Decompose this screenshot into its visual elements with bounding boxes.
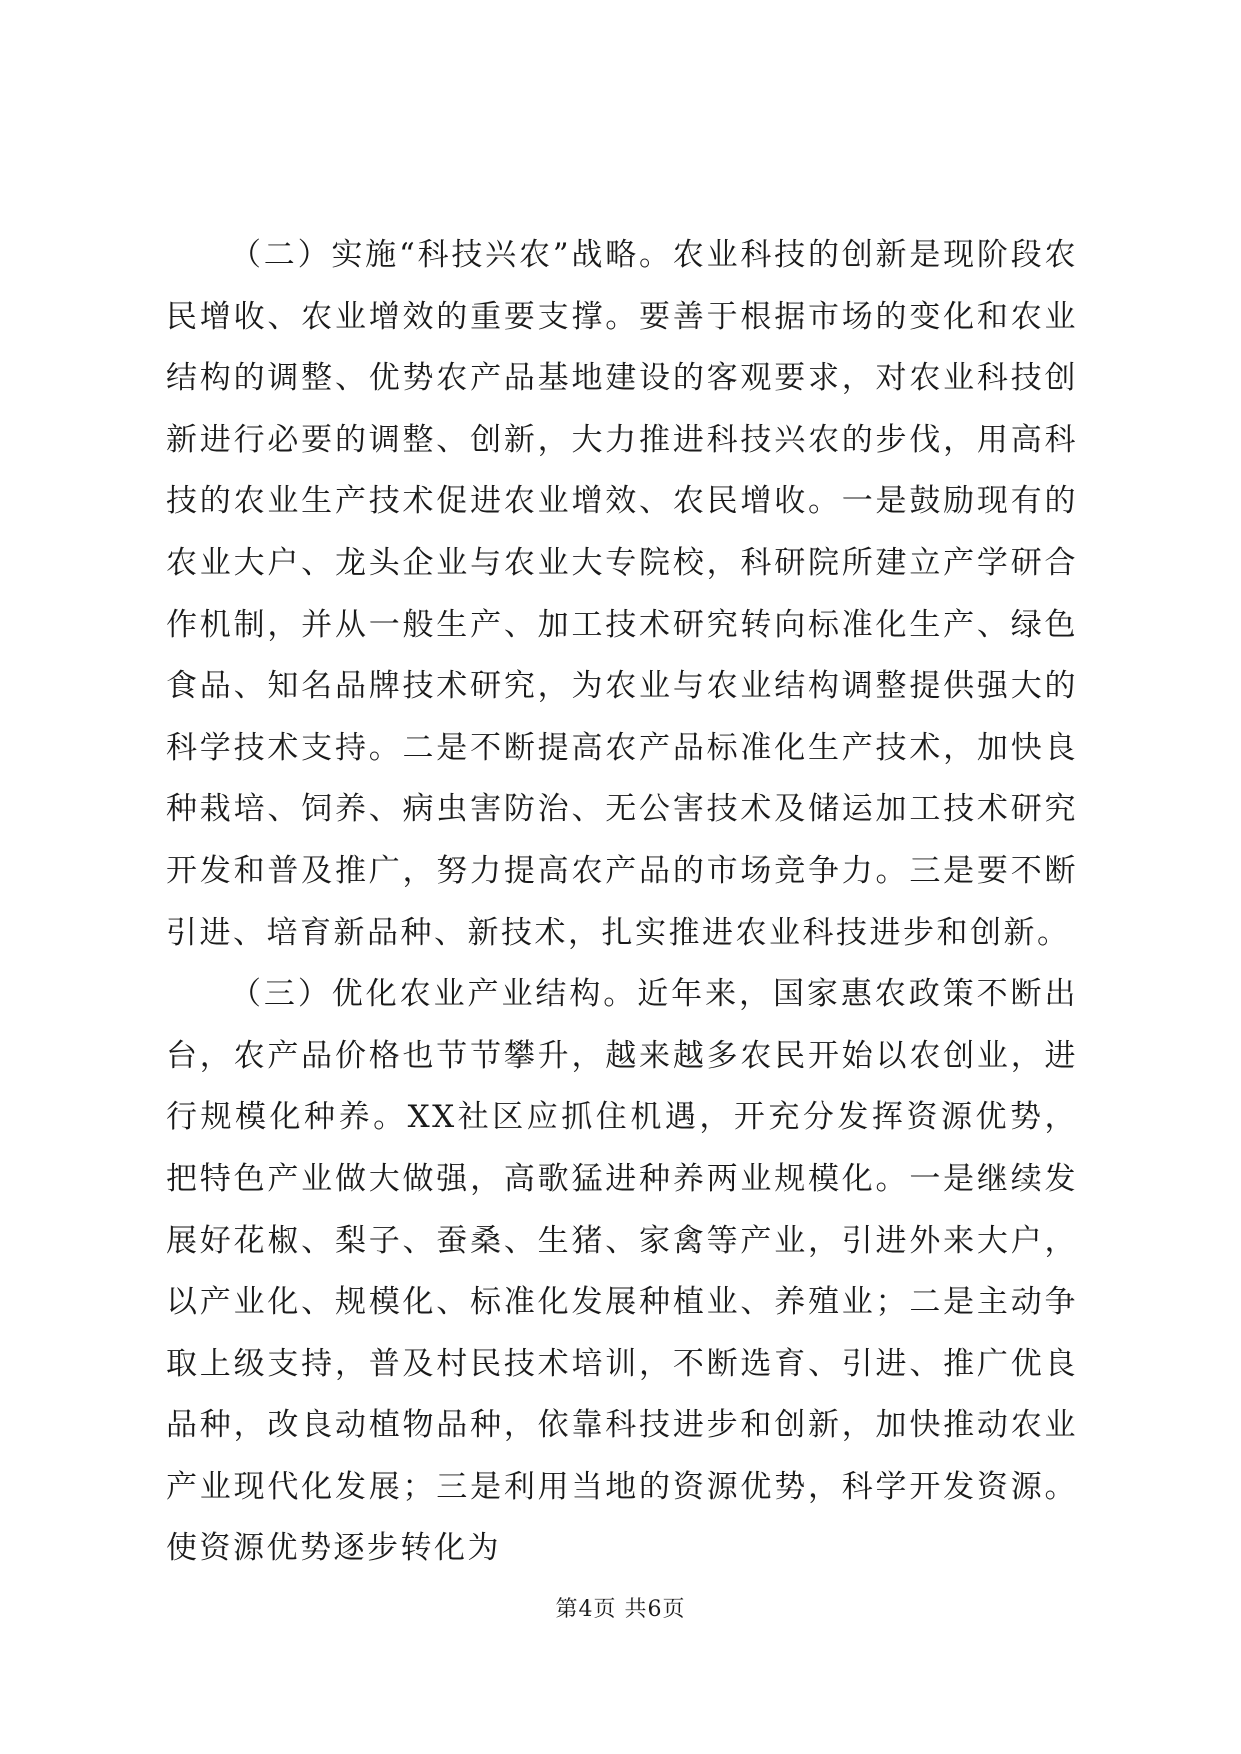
document-body: [166, 225, 1078, 1580]
page-number-footer: 第4页 共6页: [555, 1597, 686, 1622]
paragraph-industry-structure: （三）优化农业产业结构。近年来，国家惠农政策不断出台，农产品价格也节节攀升，越来越多农民开始以农创业，进行规模化种养。XX社区应抓住机遇，开充分发挥资源优势，把特色产业做大做强，高歌猛进种养两业规模化。一是继续发展好花椒、梨子、蚕桑、生猪、家禽等产业，引进外来大户，以产业化、规模化、标准化发展种植业、养殖业；二是主动争取上级支持，普及村民技术培训，不断选育、引进、推广优良品种，改良动植物品种，依靠科技进步和创新，加快推动农业产业现代化发展；三是利用当地的资源优势，科学开发资源。使资源优势逐步转化为: [166, 976, 1078, 1567]
paragraph-tech-agriculture: （二）实施“科技兴农”战略。农业科技的创新是现阶段农民增收、农业增效的重要支撑。要善于根据市场的变化和农业结构的调整、优势农产品基地建设的客观要求，对农业科技创新进行必要的调整、创新，大力推进科技兴农的步伐，用高科技的农业生产技术促进农业增效、农民增收。一是鼓励现有的农业大户、龙头企业与农业大专院校，科研院所建立产学研合作机制，并从一般生产、加工技术研究转向标准化生产、绿色食品、知名品牌技术研究，为农业与农业结构调整提供强大的科学技术支持。二是不断提高农产品标准化生产技术，加快良种栽培、饲养、病虫害防治、无公害技术及储运加工技术研究开发和普及推广，努力提高农产品的市场竞争力。三是要不断引进、培育新品种、新技术，扎实推进农业科技进步和创新。: [166, 237, 1078, 951]
